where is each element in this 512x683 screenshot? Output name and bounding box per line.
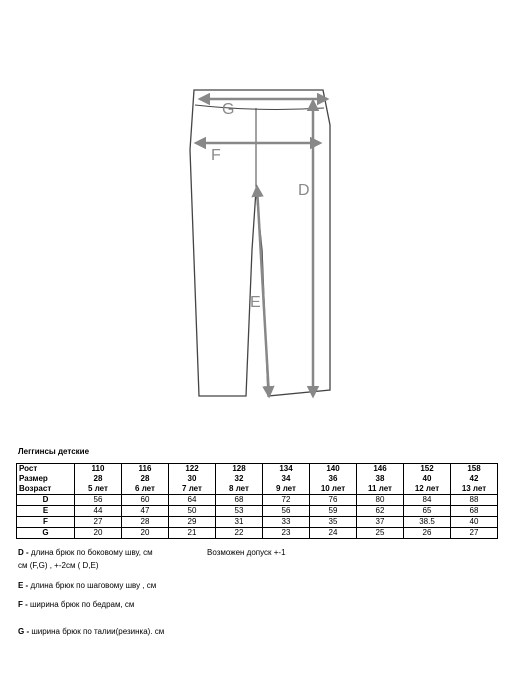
- row-label: D: [17, 495, 75, 506]
- table-cell: 47: [122, 506, 169, 517]
- table-cell: 140: [310, 464, 357, 475]
- e-label: E: [250, 294, 261, 311]
- table-cell: 56: [263, 506, 310, 517]
- table-cell: 62: [357, 506, 404, 517]
- table-cell: 59: [310, 506, 357, 517]
- table-cell: 28: [122, 517, 169, 528]
- table-cell: 7 лет: [169, 484, 216, 495]
- table-cell: 68: [216, 495, 263, 506]
- table-cell: 28: [75, 474, 122, 484]
- table-cell: 134: [263, 464, 310, 475]
- table-cell: 128: [216, 464, 263, 475]
- table-cell: 27: [75, 517, 122, 528]
- row-label: E: [17, 506, 75, 517]
- table-cell: 88: [451, 495, 498, 506]
- header-row: [17, 464, 498, 475]
- table-cell: 8 лет: [216, 484, 263, 495]
- page-title: Леггинсы детские: [18, 447, 90, 456]
- table-cell: 158: [451, 464, 498, 475]
- tolerance-note: Возможен допуск +-1: [207, 548, 286, 557]
- table-cell: 23: [263, 528, 310, 539]
- table-cell: 53: [216, 506, 263, 517]
- table-cell: 72: [263, 495, 310, 506]
- table-cell: 35: [310, 517, 357, 528]
- table-row: [17, 517, 498, 528]
- table-cell: 38.5: [404, 517, 451, 528]
- table-cell: 64: [169, 495, 216, 506]
- table-cell: 116: [122, 464, 169, 475]
- table-cell: 40: [404, 474, 451, 484]
- table-cell: 37: [357, 517, 404, 528]
- note-f-text: ширина брюк по бедрам, см: [27, 600, 135, 609]
- table-cell: 26: [404, 528, 451, 539]
- table-cell: 22: [216, 528, 263, 539]
- header-row: [17, 474, 498, 484]
- note-g: [18, 627, 164, 636]
- row-label: G: [17, 528, 75, 539]
- table-cell: 40: [451, 517, 498, 528]
- row-label: Рост: [17, 464, 75, 475]
- table-row: [17, 495, 498, 506]
- note-d: [18, 548, 153, 557]
- table-cell: 12 лет: [404, 484, 451, 495]
- table-cell: 20: [122, 528, 169, 539]
- size-table: [16, 463, 498, 539]
- table-cell: 31: [216, 517, 263, 528]
- table-cell: 24: [310, 528, 357, 539]
- table-cell: 76: [310, 495, 357, 506]
- table-cell: 110: [75, 464, 122, 475]
- table-cell: 38: [357, 474, 404, 484]
- table-cell: 65: [404, 506, 451, 517]
- table-cell: 13 лет: [451, 484, 498, 495]
- table-cell: 56: [75, 495, 122, 506]
- table-cell: 50: [169, 506, 216, 517]
- note-g-key: G -: [18, 627, 30, 636]
- table-cell: 44: [75, 506, 122, 517]
- table-cell: 33: [263, 517, 310, 528]
- table-cell: 68: [451, 506, 498, 517]
- table-cell: 27: [451, 528, 498, 539]
- table-cell: 25: [357, 528, 404, 539]
- table-cell: 84: [404, 495, 451, 506]
- table-cell: 60: [122, 495, 169, 506]
- d-label: D: [298, 182, 310, 199]
- table-cell: 80: [357, 495, 404, 506]
- table-row: [17, 506, 498, 517]
- table-cell: 152: [404, 464, 451, 475]
- note-d-text: длина брюк по боковому шву, см: [28, 548, 153, 557]
- row-label: Возраст: [17, 484, 75, 495]
- table-cell: 6 лет: [122, 484, 169, 495]
- table-cell: 30: [169, 474, 216, 484]
- size-table-body: [17, 464, 498, 539]
- note-e-key: E -: [18, 581, 29, 590]
- table-cell: 122: [169, 464, 216, 475]
- table-cell: 20: [75, 528, 122, 539]
- table-cell: 11 лет: [357, 484, 404, 495]
- table-cell: 29: [169, 517, 216, 528]
- row-label: Размер: [17, 474, 75, 484]
- header-row: [17, 484, 498, 495]
- tolerance-scope: см (F,G) , +-2см ( D,E): [18, 561, 99, 570]
- note-g-text: ширина брюк по талии(резинка). см: [29, 627, 165, 636]
- table-cell: 9 лет: [263, 484, 310, 495]
- note-f: [18, 600, 134, 609]
- g-label: G: [222, 101, 235, 118]
- f-label: F: [211, 147, 221, 164]
- note-e: [18, 581, 156, 590]
- note-d-key: D -: [18, 548, 29, 557]
- note-e-text: длина брюк по шаговому шву , см: [28, 581, 157, 590]
- table-cell: 10 лет: [310, 484, 357, 495]
- note-f-key: F -: [18, 600, 28, 609]
- table-cell: 36: [310, 474, 357, 484]
- table-cell: 42: [451, 474, 498, 484]
- e-arrow: [257, 187, 269, 396]
- table-cell: 5 лет: [75, 484, 122, 495]
- table-cell: 21: [169, 528, 216, 539]
- row-label: F: [17, 517, 75, 528]
- table-cell: 32: [216, 474, 263, 484]
- table-row: [17, 528, 498, 539]
- table-cell: 34: [263, 474, 310, 484]
- table-cell: 28: [122, 474, 169, 484]
- table-cell: 146: [357, 464, 404, 475]
